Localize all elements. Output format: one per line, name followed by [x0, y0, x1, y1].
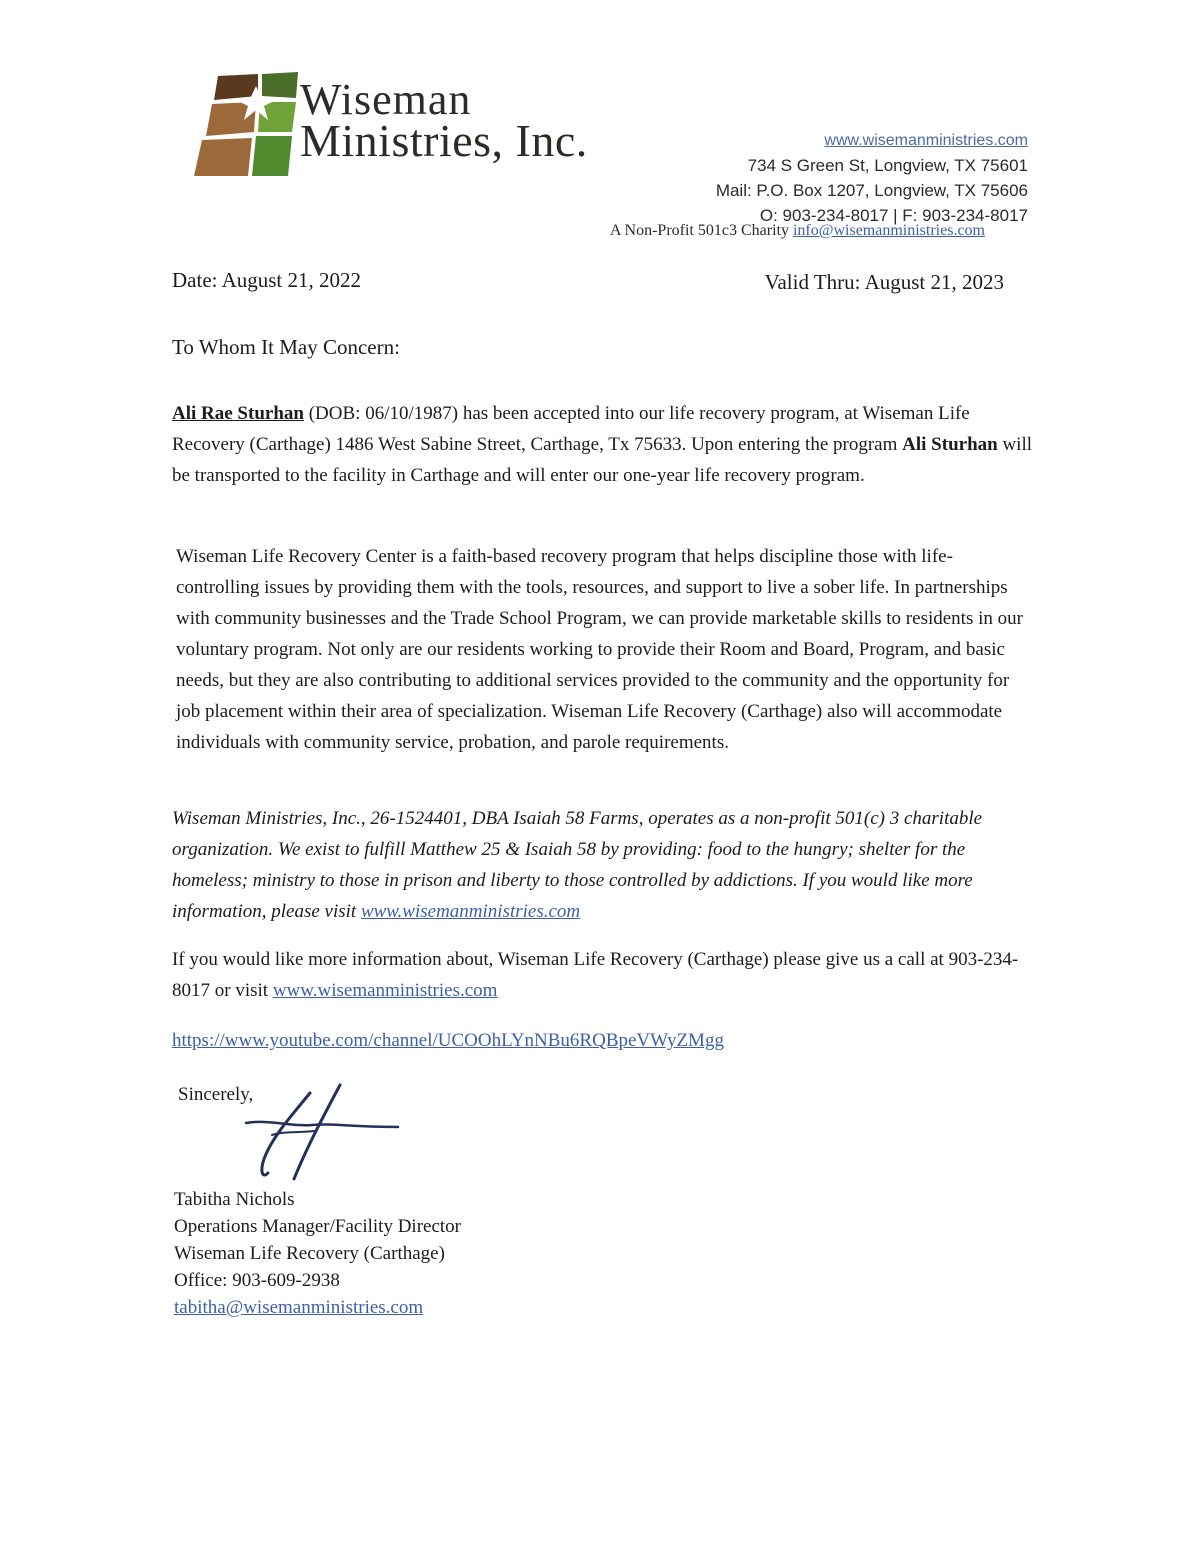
logo-wordmark [300, 75, 588, 166]
handwritten-signature [232, 1075, 404, 1185]
client-full-name: Ali Rae Sturhan [172, 403, 304, 424]
signatory-email-link[interactable]: tabitha@wisemanministries.com [174, 1297, 424, 1318]
contact-block [716, 128, 1028, 228]
website-link[interactable]: www.wisemanministries.com [824, 132, 1028, 149]
closing: Sincerely, [178, 1084, 254, 1105]
p3-text: Wiseman Ministries, Inc., 26-1524401, DBA Isaiah 58 Farms, operates as a non-profit 501(c) 3 charitable organization. We exist to fulfill Matthew 25 & Isaiah 58 by providing: food to the hungry; shelter for the homeless; ministry to those in prison and liberty to those controlled by addictions. If you would like more information, please visit [172, 808, 983, 922]
paragraph-contact [172, 944, 1032, 1006]
paragraph-program-description: Wiseman Life Recovery Center is a faith-based recovery program that helps discipline those with life-controlling issues by providing them with the tools, resources, and support to live a sober life. In partnerships with community businesses and the Trade School Program, we can provide marketable skills to residents in our voluntary program. Not only are our residents working to provide their Room and Board, Program, and basic needs, but they are also contributing to additional services provided to the community and the opportunity for job placement within their area of specialization. Wiseman Life Recovery (Carthage) also will accommodate individuals with community service, probation, and parole requirements. [176, 546, 1023, 753]
p1-text-b: will be transported to the facility in Carthage and will enter our one-year life recovery program. [172, 434, 1033, 486]
p1-text-a: (DOB: 06/10/1987) has been accepted into our life recovery program, at Wiseman Life Recovery (Carthage) 1486 West Sabine Street, Carthage, Tx 75633. Upon entering the program [172, 403, 970, 455]
charity-line [610, 222, 985, 240]
email-link[interactable]: info@wisemanministries.com [792, 222, 985, 239]
letter-date: Date: August 21, 2022 [172, 268, 361, 292]
logo-line-1: Wiseman [300, 75, 472, 124]
signatory-name: Tabitha Nichols [174, 1189, 295, 1210]
charity-label: A Non-Profit 501c3 Charity [609, 222, 789, 239]
p4-text: If you would like more information about, Wiseman Life Recovery (Carthage) please give us a call at 903-234-8017 or visit [172, 949, 1019, 1001]
mail-address: Mail: P.O. Box 1207, Longview, TX 75606 [715, 181, 1028, 200]
phone-fax: O: 903-234-8017 | F: 903-234-8017 [759, 206, 1028, 225]
paragraph-organization [172, 803, 1032, 927]
logo-line-2: Ministries, Inc. [300, 115, 588, 166]
signatory-organization: Wiseman Life Recovery (Carthage) [174, 1243, 445, 1264]
client-short-name: Ali Sturhan [902, 434, 998, 455]
youtube-channel-link[interactable]: https://www.youtube.com/channel/UCOOhLYnNBu6RQBpeVWyZMgg [172, 1030, 724, 1051]
street-address: 734 S Green St, Longview, TX 75601 [747, 156, 1028, 175]
valid-thru: Valid Thru: August 21, 2023 [764, 270, 1004, 294]
salutation: To Whom It May Concern: [172, 335, 400, 359]
paragraph-acceptance [172, 398, 1032, 491]
signature-block [174, 1186, 461, 1321]
p3-website-link[interactable]: www.wisemanministries.com [360, 901, 581, 922]
signatory-office: Office: 903-609-2938 [174, 1270, 340, 1291]
wiseman-logo-mark [192, 72, 302, 176]
signatory-title: Operations Manager/Facility Director [174, 1216, 462, 1237]
p4-website-link[interactable]: www.wisemanministries.com [272, 980, 498, 1001]
